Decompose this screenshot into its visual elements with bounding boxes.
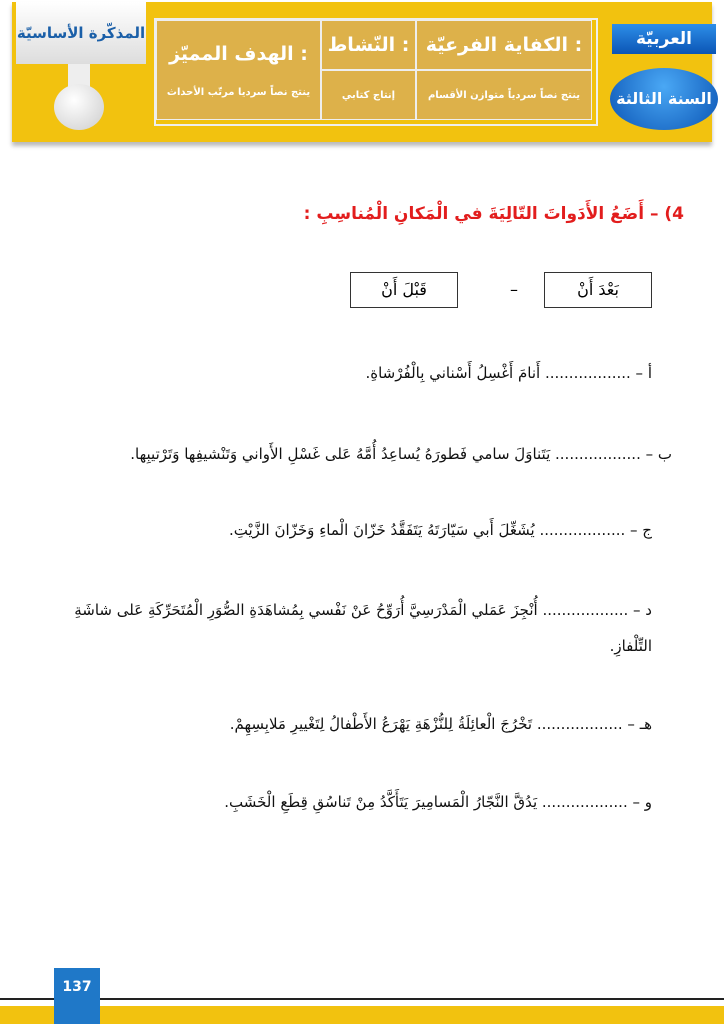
sentence-d: د – .................. أُنْجِزَ عَمَلي الْمَدْرَسِيَّ أُرَوِّحُ عَنْ نَفْسي بِمُشاهَدَةِ الصُّوَرِ الْمُتَحَرِّكَةِ عَلى شاشَةِ التِّلْفازِ. (74, 601, 652, 655)
goal-cell (156, 20, 321, 120)
word-box-2: قَبْلَ أَنْ (350, 272, 458, 308)
year-badge: السنة الثالثة (610, 68, 718, 130)
header-banner (12, 2, 712, 142)
competency-value: ينتج نصاً سردياً متوازن الأقسام (416, 70, 592, 120)
exercise-title: 4) – أَضَعُ الأَدَواتَ التّالِيَةَ في الْمَكانِ الْمُناسِبِ : (303, 204, 684, 224)
footer-rule (0, 998, 724, 1000)
competency-title: الكفاية الفرعيّة : (416, 20, 592, 70)
word-box-1: بَعْدَ أَنْ (544, 272, 652, 308)
logo: المذكّرة الأساسيّة (16, 2, 146, 64)
goal-value: ينتج نصاً سرديا مرتّب الأحداث (166, 86, 311, 98)
activity-title: النّشاط : (321, 20, 416, 70)
sentence-a: أ – .................. أَنامَ أَغْسِلُ أَسْناني بِالْفُرْشاةِ. (365, 364, 652, 382)
goal-title: الهدف المميّز : (169, 42, 308, 65)
activity-value: إنتاج كتابي (321, 70, 416, 120)
sentence-e: هـ – .................. تَخْرُجَ الْعائِلَةُ لِلنُّزْهَةِ يَهْرَعُ الأَطْفالُ لِتَغْييرِ مَلابِسِهِمْ. (229, 715, 652, 733)
footer-bar (0, 1006, 724, 1024)
subject-badge: العربيّة (612, 24, 716, 54)
sentence-b: ب – .................. يَتَناوَلَ سامي فَطورَهُ يُساعِدُ أُمَّهُ عَلى غَسْلِ الأَواني وَتَنْشيفِها وَتَرْتيبِها. (130, 445, 672, 463)
logo-ball (54, 84, 104, 130)
page-number: 137 (54, 968, 100, 1024)
separator: – (510, 280, 518, 299)
info-grid (154, 18, 598, 126)
sentence-f: و – .................. يَدُقَّ النَّجّارُ الْمَسامِيرَ يَتَأَكَّدُ مِنْ تَناسُقِ قِطَعِ الْخَشَبِ. (224, 793, 652, 811)
sentence-c: ج – .................. يُشَغِّلَ أَبي سَيّارَتَهُ يَتَفَقَّدُ خَزّانَ الْماءِ وَخَزّانَ الزَّيْتِ. (229, 521, 652, 539)
